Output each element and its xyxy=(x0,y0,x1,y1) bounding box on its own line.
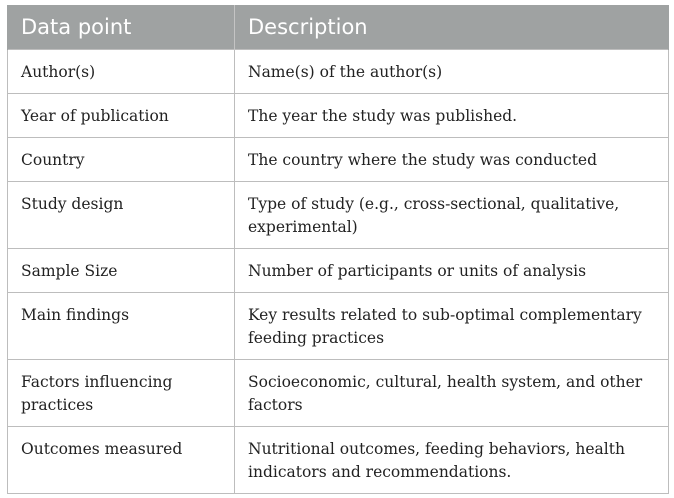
description-cell: Nutritional outcomes, feeding behaviors, health indicators and recommendations. xyxy=(235,427,669,494)
table-row xyxy=(8,360,669,427)
table-row xyxy=(8,138,669,182)
data-point-cell: Author(s) xyxy=(8,50,235,94)
description-cell: Key results related to sub-optimal complementary feeding practices xyxy=(235,293,669,360)
table-row xyxy=(8,50,669,94)
data-point-cell: Outcomes measured xyxy=(8,427,235,494)
table-header-row xyxy=(8,5,669,50)
data-point-cell: Main findings xyxy=(8,293,235,360)
table-row xyxy=(8,293,669,360)
table-row xyxy=(8,182,669,249)
column-header-description: Description xyxy=(235,5,669,50)
table-row xyxy=(8,94,669,138)
data-extraction-table xyxy=(7,5,669,494)
description-cell: Name(s) of the author(s) xyxy=(235,50,669,94)
table-row xyxy=(8,249,669,293)
table-row xyxy=(8,427,669,494)
data-point-cell: Study design xyxy=(8,182,235,249)
column-header-data-point: Data point xyxy=(8,5,235,50)
description-cell: The country where the study was conducted xyxy=(235,138,669,182)
data-point-cell: Year of publication xyxy=(8,94,235,138)
description-cell: The year the study was published. xyxy=(235,94,669,138)
data-point-cell: Factors influencing practices xyxy=(8,360,235,427)
description-cell: Number of participants or units of analysis xyxy=(235,249,669,293)
data-point-cell: Sample Size xyxy=(8,249,235,293)
description-cell: Socioeconomic, cultural, health system, and other factors xyxy=(235,360,669,427)
data-point-cell: Country xyxy=(8,138,235,182)
description-cell: Type of study (e.g., cross-sectional, qualitative, experimental) xyxy=(235,182,669,249)
data-extraction-table-container xyxy=(7,5,668,494)
